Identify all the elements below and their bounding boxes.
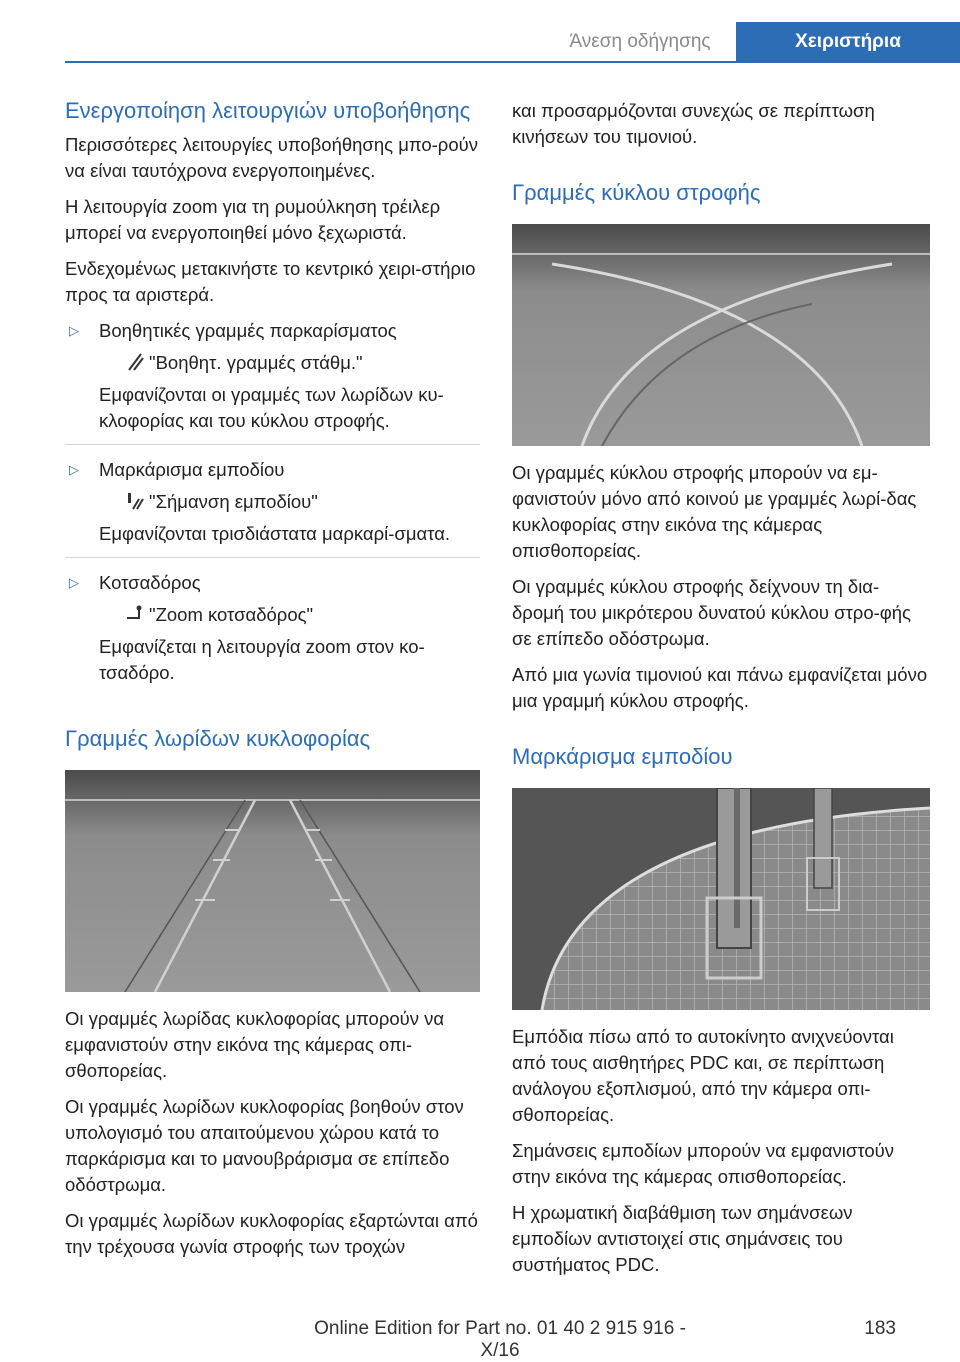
lane-lines-heading: Γραμμές λωρίδων κυκλοφορίας <box>65 726 371 751</box>
section-tab[interactable]: Άνεση οδήγησης <box>569 31 711 52</box>
chapter-tab[interactable]: Χειριστήρια <box>736 22 960 62</box>
triangle-bullet-icon: ▷ <box>69 323 79 338</box>
list-item <box>65 457 480 558</box>
paragraph: Από μια γωνία τιμονιού και πάνω εμφανίζεται μόνο μια γραμμή κύκλου στροφής. <box>512 664 928 711</box>
turning-circle-heading: Γραμμές κύκλου στροφής <box>512 180 761 205</box>
paragraph: Οι γραμμές κύκλου στροφής δείχνουν τη δια-δρομή του μικρότερου δυνατού κύκλου στρο-φής σε επίπεδο οδόστρωμα. <box>512 576 911 649</box>
left-column <box>65 98 480 1270</box>
paragraph: Οι γραμμές λωρίδων κυκλοφορίας εξαρτώνται από την τρέχουσα γωνία στροφής των τροχών <box>65 1210 478 1257</box>
assist-function-list <box>65 318 480 696</box>
obstacle-marking-image <box>512 788 930 1010</box>
item-title: Βοηθητικές γραμμές παρκαρίσματος <box>99 320 397 341</box>
paragraph: Η λειτουργία zoom για τη ρυμούλκηση τρέιλερ μπορεί να ενεργοποιηθεί μόνο ξεχωριστά. <box>65 196 441 243</box>
list-item <box>65 318 480 445</box>
item-description: Εμφανίζονται τρισδιάστατα μαρκαρί-σματα. <box>99 523 451 544</box>
paragraph: Ενδεχομένως μετακινήστε το κεντρικό χειρι-στήριο προς τα αριστερά. <box>65 258 476 305</box>
paragraph: Η χρωματική διαβάθμιση των σημάνσεων εμποδίων αντιστοιχεί στις σημάνσεις του συστήματος PDC. <box>512 1202 853 1275</box>
item-title: Κοτσαδόρος <box>99 572 201 593</box>
paragraph: Σημάνσεις εμποδίων μπορούν να εμφανιστούν στην εικόνα της κάμερας οπισθοπορείας. <box>512 1140 895 1187</box>
paragraph: και προσαρμόζονται συνεχώς σε περίπτωση κινήσεων του τιμονιού. <box>512 100 875 147</box>
obstacle-marking-icon <box>125 491 145 511</box>
turning-circle-image <box>512 224 930 446</box>
triangle-bullet-icon: ▷ <box>69 575 79 590</box>
item-description: Εμφανίζονται οι γραμμές των λωρίδων κυ-κλοφορίας και του κύκλου στροφής. <box>99 384 444 431</box>
paragraph: Εμπόδια πίσω από το αυτοκίνητο ανιχνεύονται από τους αισθητήρες PDC και, σε περίπτωση ανάλογου εξοπλισμού, από την κάμερα οπι-σθοπορείας. <box>512 1026 894 1125</box>
right-column <box>512 98 930 1288</box>
footer-edition: Online Edition for Part no. 01 40 2 915 916 - X/16 <box>314 1318 686 1361</box>
tow-hitch-icon <box>125 604 145 624</box>
menu-entry-label: "Βοηθητ. γραμμές στάθμ." <box>149 352 363 373</box>
list-item <box>65 570 480 696</box>
menu-entry[interactable] <box>99 602 480 628</box>
obstacle-marking-heading: Μαρκάρισμα εμποδίου <box>512 744 733 769</box>
paragraph: Οι γραμμές λωρίδας κυκλοφορίας μπορούν να εμφανιστούν στην εικόνα της κάμερας οπι-σθοπορείας. <box>65 1008 445 1081</box>
menu-entry[interactable] <box>99 350 480 376</box>
menu-entry[interactable] <box>99 489 480 515</box>
paragraph: Οι γραμμές λωρίδων κυκλοφορίας βοηθούν στον υπολογισμό του απαιτούμενου χώρου κατά το παρκάρισμα και το μανουβράρισμα σε επίπεδο οδόστρωμα. <box>65 1096 464 1195</box>
page-number: 183 <box>864 1318 896 1339</box>
menu-entry-label: "Zoom κοτσαδόρος" <box>149 604 314 625</box>
item-description: Εμφανίζεται η λειτουργία zoom στον κο-τσαδόρο. <box>99 636 425 683</box>
parking-lines-icon <box>125 352 145 372</box>
paragraph: Οι γραμμές κύκλου στροφής μπορούν να εμ-φανιστούν μόνο από κοινού με γραμμές λωρί-δας κυκλοφορίας στην εικόνα της κάμερας οπισθοπορείας. <box>512 462 917 561</box>
activate-assist-heading: Ενεργοποίηση λειτουργιών υποβοήθησης <box>65 98 471 123</box>
lane-lines-image <box>65 770 480 992</box>
menu-entry-label: "Σήμανση εμποδίου" <box>149 491 318 512</box>
item-title: Μαρκάρισμα εμποδίου <box>99 459 285 480</box>
paragraph: Περισσότερες λειτουργίες υποβοήθησης μπο-ρούν να είναι ταυτόχρονα ενεργοποιημένες. <box>65 134 478 181</box>
triangle-bullet-icon: ▷ <box>69 462 79 477</box>
